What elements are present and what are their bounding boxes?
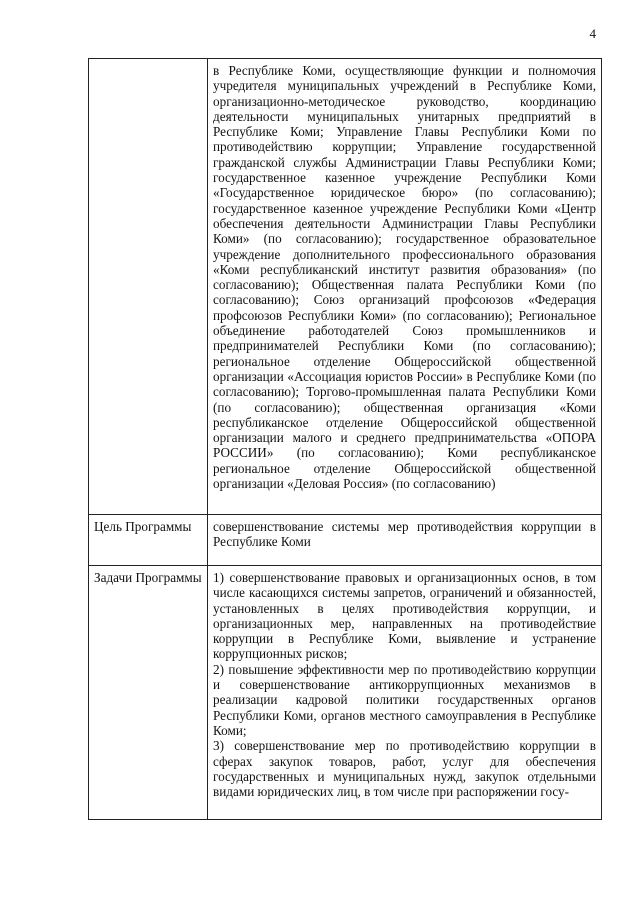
table-row-tasks [89,566,602,820]
program-passport-table [88,58,602,820]
row-content-participants: в Республике Коми, осуществляющие функции и полномочия учредителя муниципальных учреждений в Республике Коми, организационно-методическое руководство, координацию деятельности муниципальных унитарных предприятий в Республике Коми; Управление Главы Республики Коми по противодействию коррупции; Управление государственной гражданской службы Администрации Главы Республики Коми; государственное казенное учреждение Республики Коми «Государственное юридическое бюро» (по согласованию); государственное казенное учреждение Республики Коми «Центр обеспечения деятельности Администрации Главы Республики Коми» (по согласованию); государственное образовательное учреждение дополнительного профессионального образования «Коми республиканский институт развития образования» (по согласованию); Общественная палата Республики Коми (по согласованию); Союз организаций профсоюзов «Федерация профсоюзов Республики Коми» (по согласованию); Региональное объединение работодателей Союз промышленников и предпринимателей Республики Коми (по согласованию); региональное отделение Общероссийской общественной организации «Ассоциация юристов России» в Республике Коми (по согласованию); Торгово-промышленная палата Республики Коми (по согласованию); общественная организация «Коми республиканское отделение Общероссийской общественной организации малого и среднего предпринимательства «ОПОРА РОССИИ» (по согласованию); Коми республиканское региональное отделение Общероссийской общественной организации «Деловая Россия» (по согласованию) [208,59,602,515]
table-row-participants [89,59,602,515]
task-item-2: 2) повышение эффективности мер по противодействию коррупции и совершенствование антикоррупционных механизмов в реализации кадровой политики государственных органов Республики Коми, органов местного самоуправления в Республике Коми; [213,661,596,738]
page-number: 4 [589,26,596,41]
task-item-1: 1) совершенствование правовых и организационных основ, в том числе касающихся системы запретов, ограничений и обязанностей, установленных в целях противодействия коррупции, и организационных мер, направленных на противодействие коррупции в Республике Коми, выявление и устранение коррупционных рисков; [213,570,596,662]
tasks-list [213,570,596,815]
row-content-tasks [208,566,602,820]
row-label-goal: Цель Программы [89,515,208,566]
task-item-3: 3) совершенствование мер по противодействию коррупции в сферах закупок товаров, работ, услуг для обеспечения государственных и муниципальных нужд, закупок отдельными видами юридических лиц, в том числе при распоряжении госу- [213,738,596,800]
row-label-participants [89,59,208,515]
row-label-tasks: Задачи Программы [89,566,208,820]
row-content-goal: совершенствование системы мер противодействия коррупции в Республике Коми [208,515,602,566]
table-row-goal [89,515,602,566]
